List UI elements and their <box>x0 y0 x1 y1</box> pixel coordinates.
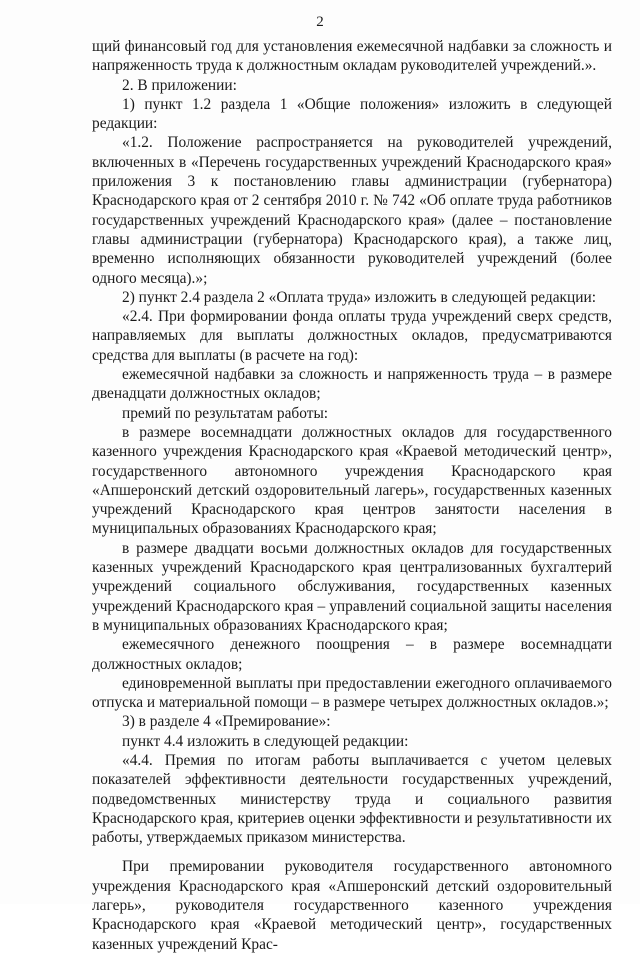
paragraph-appendix-intro: 2. В приложении: <box>122 76 237 94</box>
paragraph-eighteen-salaries: в размере восемнадцати должностных окладов для государственного казенного учреждения Краснодарского края «Краевой методический центр», государственного автономного учреждения Краснодарского края «Апшеронский детский оздоровительный лагерь», государственных казенных учреждений Краснодарского края центров занятости населения в муниципальных образованиях Краснодарского края; <box>92 423 612 538</box>
paragraph-4-4: «4.4. Премия по итогам работы выплачивается с учетом целевых показателей эффективности деятельности государственных учреждений, подведомственных министерству труда и социального развития Краснодарского края, критериев оценки эффективности и результативности их работы, утверждаемых приказом министерства. <box>92 751 612 847</box>
paragraph-item-2: 2) пункт 2.4 раздела 2 «Оплата труда» изложить в следующей редакции: <box>122 288 597 306</box>
paragraph-monthly-bonus: ежемесячной надбавки за сложность и напряженность труда – в размере двенадцати должностных окладов; <box>92 366 612 403</box>
paragraph-continuation: щий финансовый год для установления ежемесячной надбавки за сложность и напряженность труда к должностным окладам руководителей учреждений.». <box>92 38 612 75</box>
paragraph-4-4-intro: пункт 4.4 изложить в следующей редакции: <box>122 732 409 750</box>
paragraph-1-2: «1.2. Положение распространяется на руководителей учреждений, включенных в «Перечень государственных учреждений Краснодарского края» приложения 3 к постановлению главы администрации (губернатора) Краснодарского края от 2 сентября 2010 г. № 742 «Об оплате труда работников государственных учреждений Краснодарского края» (далее – постановление главы администрации (губернатора) Краснодарского края), а также лиц, временно исполняющих обязанности руководителей учреждений (более одного месяца).»; <box>92 134 612 287</box>
paragraph-premium-directors: При премировании руководителя государственного автономного учреждения Краснодарского края «Апшеронский детский оздоровительный лагерь», руководителя государственного казенного учреждения Краснодарского края «Краевой методический центр», государственных казенных учреждений Крас- <box>92 858 612 953</box>
paragraph-2-4: «2.4. При формировании фонда оплаты труда учреждений сверх средств, направляемых для выплаты должностных окладов, предусматриваются средства для выплаты (в расчете на год): <box>92 308 612 364</box>
paragraph-twenty-eight-salaries: в размере двадцати восьми должностных окладов для государственных казенных учреждений Краснодарского края централизованных бухгалтерий учреждений социального обслуживания, государственных казенных учреждений Краснодарского края – управлений социальной защиты населения в муниципальных образованиях Краснодарского края; <box>92 539 612 634</box>
paragraph-spacer <box>92 847 612 857</box>
paragraph-item-3: 3) в разделе 4 «Премирование»: <box>122 713 331 731</box>
paragraph-premiums-intro: премий по результатам работы: <box>122 404 329 422</box>
paragraph-item-1: 1) пункт 1.2 раздела 1 «Общие положения» изложить в следующей редакции: <box>92 95 612 133</box>
document-body <box>92 37 612 954</box>
paragraph-one-time-payment: единовременной выплаты при предоставлении ежегодного оплачиваемого отпуска и материальной помощи – в размере четырех должностных окладов.»; <box>92 674 612 712</box>
paragraph-monthly-incentive: ежемесячного денежного поощрения – в размере восемнадцати должностных окладов; <box>92 636 612 673</box>
page-number: 2 <box>316 14 324 30</box>
